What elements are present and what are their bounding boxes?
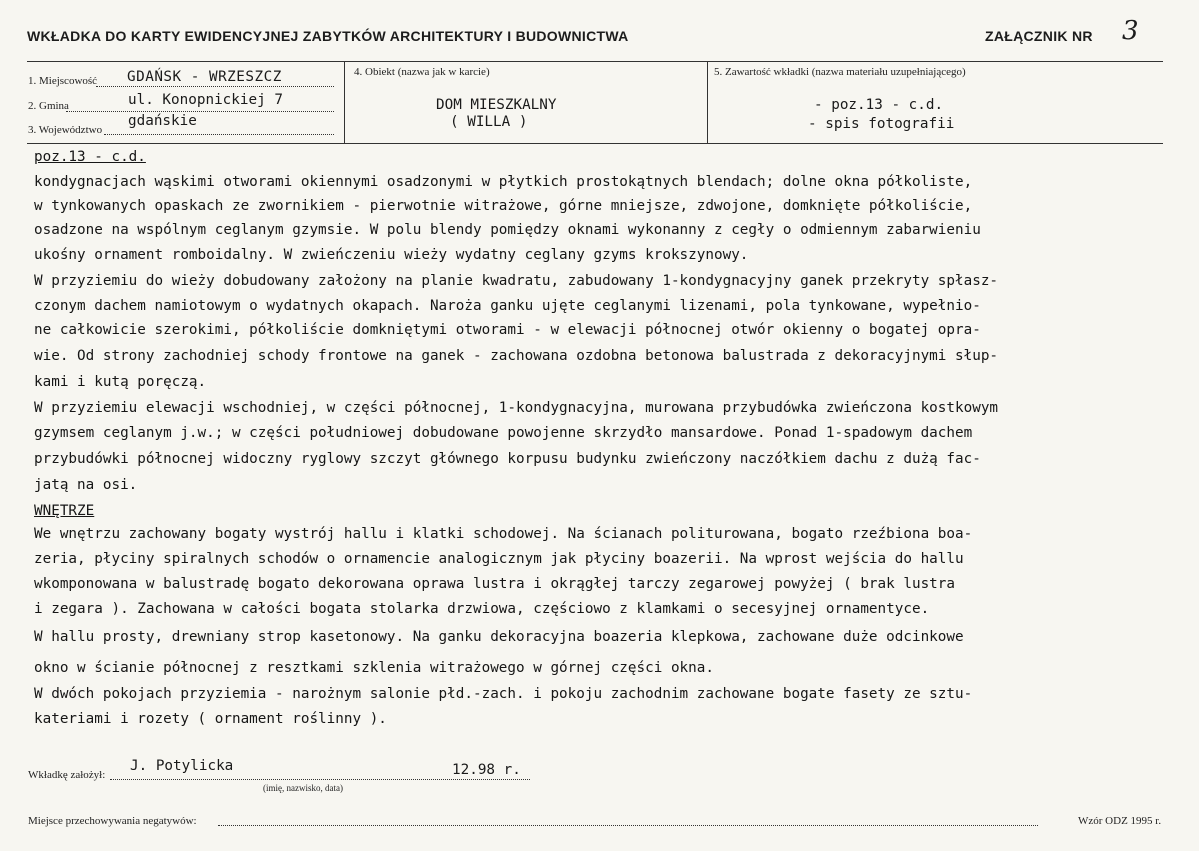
body-line: ne całkowicie szerokimi, półkoliście domkniętymi otworami - w elewacji północnej otwór okienny o bogatej opra- <box>34 322 981 338</box>
body-line: We wnętrzu zachowany bogaty wystrój hallu i klatki schodowej. Na ścianach politurowana, bogato rzeźbiona boa- <box>34 526 973 542</box>
body-line: W dwóch pokojach przyziemia - narożnym salonie płd.-zach. i pokoju zachodnim zachowane bogate fasety ze sztu- <box>34 686 973 702</box>
gmina-value: ul. Konopnickiej 7 <box>128 92 283 108</box>
body-line: okno w ścianie północnej z resztkami szklenia witrażowego w górnej części okna. <box>34 660 714 676</box>
body-line: wie. Od strony zachodniej schody frontowe na ganek - zachowana ozdobna betonowa balustrada z dekoracyjnymi słup- <box>34 348 999 364</box>
body-line: kateriami i rozety ( ornament roślinny ). <box>34 711 387 727</box>
author-name: J. Potylicka <box>130 758 234 774</box>
zalozyl-label: Wkładkę założył: <box>28 769 106 781</box>
body-line: i zegara ). Zachowana w całości bogata stolarka drzwiowa, częściowo z klamkami o secesyjnej ornamentyce. <box>34 601 930 617</box>
negatywy-dots <box>218 825 1038 826</box>
body-line: kondygnacjach wąskimi otworami okiennymi osadzonymi w płytkich prostokątnych blendach; dolne okna półkoliste, <box>34 174 973 190</box>
miejscowosc-value: GDAŃSK - WRZESZCZ <box>127 69 282 85</box>
zalozyl-caption: (imię, nazwisko, data) <box>263 783 343 793</box>
interior-subheading: WNĘTRZE <box>34 503 95 519</box>
body-line: kami i kutą poręczą. <box>34 374 207 390</box>
attachment-number: 3 <box>1122 16 1139 46</box>
zawartosc-value-line1: - poz.13 - c.d. <box>814 97 944 113</box>
negatywy-label: Miejsce przechowywania negatywów: <box>28 815 197 827</box>
obiekt-value-line2: ( WILLA ) <box>450 114 528 130</box>
form-code: Wzór ODZ 1995 r. <box>1078 815 1162 827</box>
table-divider-1 <box>344 61 345 144</box>
body-line: wkomponowana w balustradę bogato dekorowana oprawa lustra i okrągłej tarczy zegarowej powyżej ( brak lustra <box>34 576 955 592</box>
form-title: WKŁADKA DO KARTY EWIDENCYJNEJ ZABYTKÓW ARCHITEKTURY I BUDOWNICTWA <box>27 28 629 44</box>
section-heading: poz.13 - c.d. <box>34 149 146 165</box>
body-line: jatą na osi. <box>34 477 138 493</box>
body-line: gzymsem ceglanym j.w.; w części południowej dobudowane powojenne skrzydło mansardowe. Ponad 1-spadowym dachem <box>34 425 973 441</box>
body-line: czonym dachem namiotowym o wydatnych okapach. Naroża ganku ujęte ceglanymi lizenami, pola tynkowane, wypełnio- <box>34 298 981 314</box>
wojewodztwo-label: 3. Województwo <box>28 124 103 136</box>
body-line: W przyziemiu do wieży dobudowany założony na planie kwadratu, zabudowany 1-kondygnacyjny ganek przekryty spłasz- <box>34 273 999 289</box>
body-line: W przyziemiu elewacji wschodniej, w części północnej, 1-kondygnacyjna, murowana przybudówka zwieńczona kostkowym <box>34 400 999 416</box>
zawartosc-label: 5. Zawartość wkładki (nazwa materiału uzupełniającego) <box>714 66 966 78</box>
body-line: ukośny ornament romboidalny. W zwieńczeniu wieży wydatny ceglany gzyms krokszynowy. <box>34 247 749 263</box>
gmina-dots <box>66 111 334 112</box>
obiekt-label: 4. Obiekt (nazwa jak w karcie) <box>354 66 490 78</box>
table-divider-2 <box>707 61 708 144</box>
miejscowosc-label: 1. Miejscowość <box>28 75 98 87</box>
obiekt-value-line1: DOM MIESZKALNY <box>436 97 557 113</box>
zawartosc-value-line2: - spis fotografii <box>808 116 955 132</box>
table-top-border <box>27 61 1163 62</box>
body-line: W hallu prosty, drewniany strop kasetonowy. Na ganku dekoracyjna boazeria klepkowa, zachowane duże odcinkowe <box>34 629 964 645</box>
zalozyl-dots <box>110 779 530 780</box>
body-line: w tynkowanych opaskach ze zwornikiem - pierwotnie witrażowe, górne mniejsze, zdwojone, domknięte półkoliście, <box>34 198 973 214</box>
wojewodztwo-dots <box>104 134 334 135</box>
wojewodztwo-value: gdańskie <box>128 113 197 129</box>
gmina-label: 2. Gmina <box>28 100 69 112</box>
attachment-label: ZAŁĄCZNIK NR <box>985 28 1093 44</box>
body-line: osadzone na wspólnym ceglanym gzymsie. W polu blendy pomiędzy oknami wykonanny z cegły o odmiennym zabarwieniu <box>34 222 981 238</box>
miejscowosc-dots <box>96 86 334 87</box>
body-line: zeria, płyciny spiralnych schodów o ornamencie analogicznym jak płyciny boazerii. Na wprost wejścia do hallu <box>34 551 964 567</box>
author-date: 12.98 r. <box>452 762 521 778</box>
table-bottom-border <box>27 143 1163 144</box>
body-line: przybudówki północnej widoczny ryglowy szczyt głównego korpusu budynku zwieńczony naczółkiem dachu z dużą fac- <box>34 451 981 467</box>
